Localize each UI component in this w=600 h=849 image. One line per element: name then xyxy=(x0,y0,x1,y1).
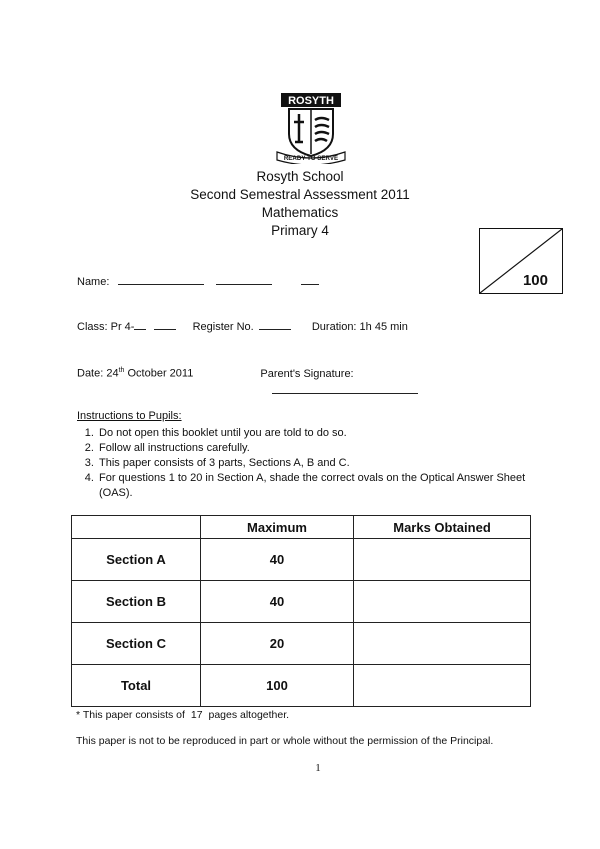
section-maximum: 20 xyxy=(201,623,354,665)
page-count-number: 17 xyxy=(190,709,203,721)
table-row xyxy=(72,623,531,665)
score-box-total: 100 xyxy=(522,272,548,289)
section-marks-obtained[interactable] xyxy=(354,623,531,665)
date-superscript: th xyxy=(118,367,125,374)
parent-signature-label: Parent's Signature: xyxy=(260,367,354,380)
table-header-marks-obtained: Marks Obtained xyxy=(354,516,531,539)
name-line-3[interactable] xyxy=(301,274,319,285)
class-row xyxy=(77,319,408,334)
school-name: Rosyth School xyxy=(256,169,344,184)
school-crest-logo xyxy=(275,92,347,164)
table-row-total xyxy=(72,665,531,707)
name-label: Name: xyxy=(77,276,110,288)
crest-banner-text: ROSYTH xyxy=(288,95,334,107)
total-marks-obtained[interactable] xyxy=(354,665,531,707)
page-count-prefix: * This paper consists of xyxy=(76,709,185,721)
section-label: Section A xyxy=(72,539,201,581)
instructions-title: Instructions to Pupils: xyxy=(77,410,182,422)
table-row xyxy=(72,539,531,581)
instructions-list xyxy=(77,424,557,501)
total-maximum: 100 xyxy=(201,665,354,707)
instruction-item: 4. For questions 1 to 20 in Section A, shade the correct ovals on the Optical Answer Sheet (OAS). xyxy=(97,471,557,501)
page-count-suffix: pages altogether. xyxy=(208,709,290,721)
name-field xyxy=(77,274,319,289)
crest-motto-text: READY TO SERVE xyxy=(283,155,339,162)
register-label: Register No. xyxy=(192,321,254,333)
section-marks-obtained[interactable] xyxy=(354,539,531,581)
instruction-item: 1. Do not open this booklet until you are told to do so. xyxy=(97,426,557,441)
class-label: Class: Pr 4- xyxy=(77,321,135,333)
marks-table xyxy=(71,515,531,707)
name-line-1[interactable] xyxy=(118,274,204,285)
date-row xyxy=(77,364,354,381)
section-label: Section C xyxy=(72,623,201,665)
section-maximum: 40 xyxy=(201,581,354,623)
score-box-diagonal xyxy=(480,229,562,293)
instruction-item: 2. Follow all instructions carefully. xyxy=(97,441,557,456)
class-line-1[interactable] xyxy=(134,319,146,330)
section-maximum: 40 xyxy=(201,539,354,581)
reproduction-notice: This paper is not to be reproduced in part or whole without the permission of the Principal. xyxy=(76,735,494,747)
level-title: Primary 4 xyxy=(271,223,329,238)
table-header-row xyxy=(72,516,531,539)
parent-signature-line[interactable] xyxy=(272,393,418,394)
duration-text: Duration: 1h 45 min xyxy=(311,321,408,333)
class-line-2[interactable] xyxy=(154,319,176,330)
section-label: Section B xyxy=(72,581,201,623)
page-count-note xyxy=(76,708,289,722)
table-header-blank xyxy=(72,516,201,539)
section-marks-obtained[interactable] xyxy=(354,581,531,623)
total-score-box xyxy=(479,228,563,294)
page-number: 1 xyxy=(315,762,321,774)
table-row xyxy=(72,581,531,623)
register-line[interactable] xyxy=(259,319,291,330)
exam-title: Second Semestral Assessment 2011 xyxy=(190,187,410,202)
total-label: Total xyxy=(72,665,201,707)
name-line-2[interactable] xyxy=(216,274,272,285)
table-header-maximum: Maximum xyxy=(201,516,354,539)
instruction-item: 3. This paper consists of 3 parts, Sections A, B and C. xyxy=(97,456,557,471)
subject-title: Mathematics xyxy=(261,205,339,220)
date-label: Date: 24 xyxy=(77,367,119,380)
date-rest: October 2011 xyxy=(124,367,194,380)
